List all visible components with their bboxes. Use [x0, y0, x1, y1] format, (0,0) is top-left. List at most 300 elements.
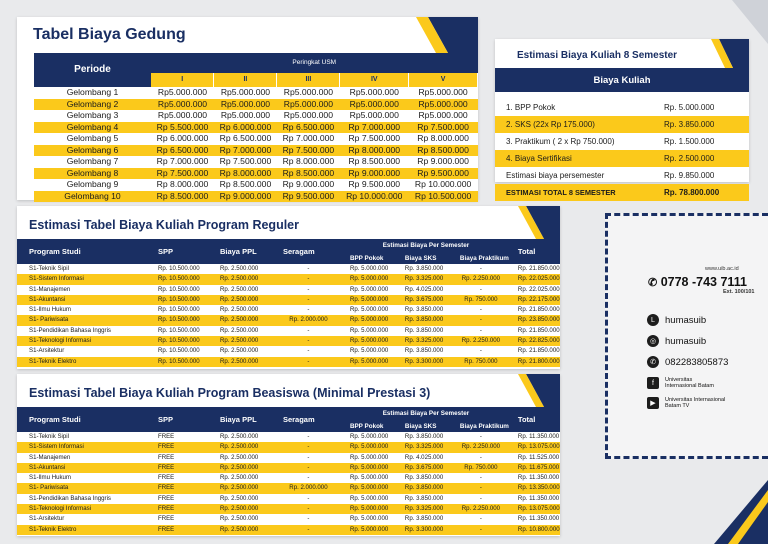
usm-rank-header: Peringkat USM — [151, 53, 478, 73]
fee-cell: Rp 10.000.000 — [414, 179, 472, 189]
fee-cell: Rp5.000.000 — [220, 110, 271, 120]
table-cell: Rp. 5.000.000 — [342, 463, 397, 473]
table-cell: Rp. 2.500.000 — [212, 336, 275, 346]
youtube-icon: ▶ — [647, 397, 659, 409]
per-semester-row — [495, 167, 749, 184]
fee-cell: Rp 10.000.000 — [340, 191, 409, 203]
table-cell: Rp. 2.500.000 — [219, 515, 259, 523]
fee-cell: Rp 8.500.000 — [219, 179, 272, 189]
table-cell: Rp. 11.350.000 — [517, 433, 560, 440]
periode-cell: Gelombang 2 — [34, 99, 151, 111]
table-cell: Rp. 3.850.000 — [397, 315, 452, 325]
table-cell: S1-Teknik Elektro — [17, 525, 150, 535]
table-cell: Rp. 5.000.000 — [349, 453, 389, 461]
building-fee-table — [34, 53, 478, 202]
table-cell: Rp. 10.500.000 — [150, 274, 212, 284]
table-cell: Rp. 3.325.000 — [397, 442, 452, 452]
table-cell: FREE — [150, 463, 212, 473]
table-cell: Rp. 22.025.000 — [517, 285, 560, 293]
table-cell: Rp. 10.500.000 — [150, 295, 212, 305]
scholarship-program-title: Estimasi Tabel Biaya Kuliah Program Beasiswa (Minimal Prestasi 3) — [29, 386, 431, 400]
table-row — [17, 336, 560, 346]
corner-decoration-bottom — [700, 480, 768, 544]
table-cell: - — [479, 515, 482, 523]
cost-item-amount: Rp. 5.000.000 — [664, 103, 715, 112]
program-header: Program Studi — [29, 247, 81, 256]
table-cell: S1-Teknik Sipil — [29, 265, 69, 272]
table-cell: - — [452, 315, 510, 325]
table-cell: S1-Teknik Elektro — [17, 357, 150, 367]
uniform-header: Seragam — [282, 415, 315, 424]
table-row — [17, 453, 560, 463]
table-cell: FREE — [150, 504, 212, 514]
table-cell: Rp. 21.800.000 — [510, 357, 560, 367]
table-cell: - — [275, 442, 342, 452]
scholarship-program-table — [17, 407, 560, 535]
table-cell: S1-Teknologi Informasi — [17, 336, 150, 346]
table-cell: Rp. 13.075.000 — [510, 442, 560, 452]
table-cell: Rp. 2.500.000 — [219, 474, 259, 482]
table-cell: Rp. 5.000.000 — [349, 285, 389, 293]
card-corner-wedge — [490, 374, 560, 407]
whatsapp-icon: ✆ — [647, 356, 659, 368]
instagram-contact[interactable]: ◎ humasuib — [647, 335, 706, 347]
table-cell: - — [479, 265, 482, 272]
table-row — [34, 145, 478, 157]
table-cell: Rp. 2.500.000 — [219, 265, 259, 272]
fee-cell: Rp5.000.000 — [418, 110, 468, 120]
facebook-contact[interactable]: f Universitas Internasional Batam — [647, 377, 715, 389]
table-cell: Rp. 2.500.000 — [212, 483, 275, 493]
fee-cell: Rp 8.500.000 — [277, 168, 340, 180]
table-row — [34, 168, 478, 180]
table-cell: Rp. 2.500.000 — [219, 306, 259, 314]
table-cell: - — [307, 515, 310, 523]
table-cell: Rp. 13.075.000 — [510, 504, 560, 514]
periode-cell: Gelombang 5 — [66, 133, 119, 143]
fee-cell: Rp 9.500.000 — [409, 168, 478, 180]
table-cell: FREE — [157, 494, 175, 502]
table-cell: Rp. 5.000.000 — [342, 357, 397, 367]
table-cell: Rp. 3.850.000 — [404, 347, 444, 355]
table-cell: Rp. 2.000.000 — [275, 315, 342, 325]
table-cell: - — [479, 326, 482, 334]
fee-cell: Rp 8.500.000 — [151, 191, 214, 203]
fee-cell: Rp 8.000.000 — [282, 156, 335, 166]
fee-cell: Rp 9.500.000 — [277, 191, 340, 203]
cost-item-row — [495, 150, 749, 167]
line-contact[interactable]: L humasuib — [647, 314, 706, 326]
youtube-contact[interactable]: ▶ Universitas Internasional Batam TV — [647, 397, 737, 409]
fee-cell: Rp5.000.000 — [349, 110, 399, 120]
table-cell: S1- Pariwisata — [17, 315, 150, 325]
table-cell: S1-Ilmu Hukum — [29, 474, 71, 482]
regular-program-table — [17, 239, 560, 367]
periode-cell: Gelombang 4 — [34, 122, 151, 134]
cost-item-label: 3. Praktikum ( 2 x Rp 750.000) — [506, 137, 615, 146]
table-cell: Rp. 4.025.000 — [404, 285, 444, 293]
table-cell: FREE — [157, 433, 175, 440]
usm-level-2: II — [214, 73, 277, 87]
table-cell: Rp. 3.850.000 — [404, 265, 444, 272]
table-row — [17, 274, 560, 284]
table-cell: Rp. 5.000.000 — [342, 504, 397, 514]
table-cell: Rp. 10.500.000 — [150, 357, 212, 367]
phone-icon: ✆ — [648, 277, 658, 289]
fee-cell: Rp5.000.000 — [349, 87, 399, 97]
fee-cell: Rp 9.500.000 — [348, 179, 401, 189]
table-row — [34, 87, 478, 99]
table-cell: Rp. 21.850.000 — [517, 265, 560, 272]
fee-cell: Rp5.000.000 — [409, 99, 478, 111]
table-row — [34, 179, 478, 191]
table-cell: - — [275, 504, 342, 514]
table-cell: - — [307, 326, 310, 334]
table-cell: Rp. 22.825.000 — [510, 336, 560, 346]
table-cell: Rp. 2.500.000 — [219, 433, 259, 440]
spp-header: SPP — [157, 247, 173, 256]
table-cell: Rp. 2.250.000 — [452, 442, 510, 452]
total-8-semester-amount: Rp. 78.800.000 — [656, 184, 749, 201]
fee-cell: Rp5.000.000 — [157, 87, 208, 97]
contact-panel — [605, 213, 768, 459]
table-cell: Rp. 5.000.000 — [342, 525, 397, 535]
table-cell: - — [275, 295, 342, 305]
cost-item-row — [495, 133, 749, 150]
building-fee-title: Tabel Biaya Gedung — [33, 26, 186, 43]
bpp-header: BPP Pokok — [349, 254, 384, 262]
fee-cell: Rp5.000.000 — [340, 99, 409, 111]
table-cell: Rp. 5.000.000 — [349, 265, 389, 272]
fee-cell: Rp 8.000.000 — [156, 179, 209, 189]
card-corner-wedge — [490, 206, 560, 239]
table-cell: Rp. 21.850.000 — [517, 326, 560, 334]
table-cell: - — [479, 347, 482, 355]
cost-item-amount: Rp. 3.850.000 — [656, 116, 749, 133]
table-cell: Rp. 2.250.000 — [452, 274, 510, 284]
table-cell: - — [307, 306, 310, 314]
table-cell: Rp. 2.500.000 — [219, 326, 259, 334]
periode-cell: Gelombang 6 — [34, 145, 151, 157]
table-cell: Rp. 10.500.000 — [157, 326, 200, 334]
usm-level-3: III — [277, 73, 340, 87]
uniform-header: Seragam — [282, 247, 315, 256]
practicum-header: Biaya Praktikum — [459, 254, 509, 262]
periode-cell: Gelombang 8 — [34, 168, 151, 180]
whatsapp-contact[interactable]: ✆ 082283805873 — [647, 356, 728, 368]
cost-item-label: 4. Biaya Sertifikasi — [495, 150, 656, 167]
table-cell: - — [452, 483, 510, 493]
per-semester-amount: Rp. 9.850.000 — [664, 171, 715, 180]
table-cell: Rp. 22.025.000 — [510, 274, 560, 284]
table-row — [17, 315, 560, 325]
table-cell: Rp. 10.500.000 — [157, 306, 200, 314]
line-icon: L — [647, 314, 659, 326]
total-header: Total — [517, 415, 536, 424]
table-cell: S1-Pendidikan Bahasa Inggris — [29, 494, 111, 502]
table-row — [17, 295, 560, 305]
fee-cell: Rp 9.000.000 — [417, 156, 469, 166]
fee-cell: Rp 9.000.000 — [340, 168, 409, 180]
phone-number[interactable]: ✆ 0778 -743 7111 — [648, 275, 747, 289]
fee-cell: Rp 6.500.000 — [219, 133, 272, 143]
fee-cell: Rp 8.000.000 — [417, 133, 469, 143]
fee-cell: Rp 6.500.000 — [277, 122, 340, 134]
table-cell: - — [307, 474, 310, 482]
table-cell: Rp. 5.000.000 — [349, 474, 389, 482]
card-corner-wedge — [368, 17, 478, 53]
table-cell: Rp. 2.250.000 — [452, 336, 510, 346]
table-row — [17, 285, 560, 295]
table-row — [17, 473, 560, 483]
table-cell: Rp. 5.000.000 — [342, 274, 397, 284]
table-row — [17, 514, 560, 524]
table-row — [34, 133, 478, 145]
card-corner-wedge — [689, 39, 749, 68]
total-8-semester-row — [495, 184, 749, 201]
table-cell: - — [275, 463, 342, 473]
table-cell: S1- Pariwisata — [17, 483, 150, 493]
table-cell: - — [275, 336, 342, 346]
table-cell: Rp. 5.000.000 — [349, 347, 389, 355]
table-cell: Rp. 2.500.000 — [219, 494, 259, 502]
fee-cell: Rp 7.500.000 — [348, 133, 401, 143]
regular-program-card — [17, 206, 560, 369]
cost-item-amount: Rp. 1.500.000 — [664, 137, 715, 146]
table-cell: - — [479, 453, 482, 461]
table-row — [17, 525, 560, 535]
table-cell: S1-Manajemen — [29, 285, 71, 293]
table-cell: Rp. 5.000.000 — [349, 306, 389, 314]
table-cell: Rp. 10.500.000 — [150, 336, 212, 346]
table-cell: S1-Pendidikan Bahasa Inggris — [29, 326, 111, 334]
table-cell: - — [307, 433, 310, 440]
fee-cell: Rp 7.000.000 — [282, 133, 335, 143]
tuition-header: Biaya Kuliah — [495, 68, 749, 92]
table-cell: S1-Sistem Informasi — [17, 274, 150, 284]
table-cell: Rp. 2.500.000 — [212, 525, 275, 535]
table-row — [17, 326, 560, 336]
table-cell: Rp. 4.025.000 — [404, 453, 444, 461]
table-cell: FREE — [157, 515, 175, 523]
table-row — [17, 346, 560, 356]
cost-item-row — [495, 99, 749, 116]
table-cell: Rp. 3.850.000 — [404, 433, 444, 440]
cost-item-label: 1. BPP Pokok — [506, 103, 556, 112]
table-cell: Rp. 3.325.000 — [397, 336, 452, 346]
table-cell: Rp. 10.500.000 — [157, 347, 200, 355]
fee-cell: Rp 9.000.000 — [282, 179, 335, 189]
facebook-icon: f — [647, 377, 659, 389]
table-cell: Rp. 3.675.000 — [397, 463, 452, 473]
cost-item-amount: Rp. 2.500.000 — [656, 150, 749, 167]
practicum-header: Biaya Praktikum — [459, 422, 509, 430]
website-text[interactable]: www.uib.ac.id — [705, 266, 739, 272]
sks-header: Biaya SKS — [404, 422, 437, 430]
table-cell: Rp. 3.850.000 — [404, 494, 444, 502]
table-cell: Rp. 10.500.000 — [150, 315, 212, 325]
table-cell: Rp. 5.000.000 — [342, 315, 397, 325]
spp-header: SPP — [157, 415, 173, 424]
table-cell: Rp. 2.250.000 — [452, 504, 510, 514]
cost-item-label: 2. SKS (22x Rp 175.000) — [495, 116, 656, 133]
table-cell: - — [307, 347, 310, 355]
table-cell: S1-Akuntansi — [17, 295, 150, 305]
fee-cell: Rp5.000.000 — [277, 99, 340, 111]
periode-cell: Gelombang 10 — [34, 191, 151, 203]
table-cell: S1-Sistem Informasi — [17, 442, 150, 452]
fee-cell: Rp 7.500.000 — [409, 122, 478, 134]
table-row — [34, 156, 478, 168]
table-cell: Rp. 22.175.000 — [510, 295, 560, 305]
fee-cell: Rp 8.000.000 — [214, 168, 277, 180]
table-cell: Rp. 750.000 — [452, 357, 510, 367]
eight-semester-estimate-card — [495, 39, 749, 197]
table-cell: Rp. 5.000.000 — [349, 494, 389, 502]
table-cell: Rp. 2.000.000 — [275, 483, 342, 493]
table-cell: Rp. 2.500.000 — [212, 315, 275, 325]
table-cell: - — [479, 306, 482, 314]
table-cell: Rp. 2.500.000 — [212, 463, 275, 473]
usm-level-1: I — [151, 73, 214, 87]
table-cell: S1-Akuntansi — [17, 463, 150, 473]
per-semester-label: Estimasi biaya persemester — [506, 171, 605, 180]
fee-cell: Rp 6.500.000 — [151, 145, 214, 157]
program-header: Program Studi — [29, 415, 81, 424]
table-cell: Rp. 5.000.000 — [342, 336, 397, 346]
building-fee-card — [17, 17, 478, 200]
table-cell: Rp. 5.000.000 — [342, 295, 397, 305]
eight-semester-title: Estimasi Biaya Kuliah 8 Semester — [517, 50, 678, 61]
table-cell: Rp. 11.525.000 — [517, 453, 560, 461]
fee-cell: Rp 7.000.000 — [340, 122, 409, 134]
table-cell: FREE — [157, 453, 175, 461]
fee-cell: Rp5.000.000 — [283, 87, 333, 97]
table-cell: - — [452, 525, 510, 535]
fee-cell: Rp5.000.000 — [151, 99, 214, 111]
fee-cell: Rp 5.500.000 — [151, 122, 214, 134]
table-cell: Rp. 10.800.000 — [510, 525, 560, 535]
fee-cell: Rp 10.500.000 — [409, 191, 478, 203]
table-cell: Rp. 5.000.000 — [349, 433, 389, 440]
table-row — [17, 264, 560, 274]
table-cell: Rp. 13.350.000 — [510, 483, 560, 493]
table-cell: FREE — [157, 474, 175, 482]
table-cell: Rp. 5.000.000 — [349, 326, 389, 334]
cost-item-row — [495, 116, 749, 133]
fee-cell: Rp5.000.000 — [214, 99, 277, 111]
table-cell: S1-Arsitektur — [29, 347, 65, 355]
table-cell: Rp. 2.500.000 — [219, 285, 259, 293]
table-cell: Rp. 2.500.000 — [212, 442, 275, 452]
table-cell: - — [479, 285, 482, 293]
total-8-semester-label: ESTIMASI TOTAL 8 SEMESTER — [495, 184, 656, 201]
fee-cell: Rp 8.500.000 — [348, 156, 401, 166]
table-row — [34, 122, 478, 134]
table-cell: - — [479, 494, 482, 502]
sks-header: Biaya SKS — [404, 254, 437, 262]
table-cell: Rp. 2.500.000 — [212, 295, 275, 305]
fee-cell: Rp5.000.000 — [283, 110, 333, 120]
fee-cell: Rp 9.000.000 — [214, 191, 277, 203]
table-cell: Rp. 5.000.000 — [342, 442, 397, 452]
fee-cell: Rp5.000.000 — [157, 110, 208, 120]
table-cell: - — [307, 265, 310, 272]
table-cell: Rp. 3.300.000 — [397, 525, 452, 535]
table-cell: Rp. 3.325.000 — [397, 504, 452, 514]
usm-level-5: V — [409, 73, 478, 87]
fee-cell: Rp 7.000.000 — [156, 156, 209, 166]
fee-cell: Rp5.000.000 — [220, 87, 271, 97]
fee-cell: Rp 7.000.000 — [214, 145, 277, 157]
table-row — [17, 357, 560, 367]
periode-cell: Gelombang 3 — [66, 110, 119, 120]
fee-cell: Rp 7.500.000 — [151, 168, 214, 180]
bpp-header: BPP Pokok — [349, 422, 384, 430]
table-cell: Rp. 21.850.000 — [517, 306, 560, 314]
total-header: Total — [517, 247, 536, 256]
table-cell: S1-Ilmu Hukum — [29, 306, 71, 314]
table-cell: - — [479, 474, 482, 482]
table-cell: Rp. 3.850.000 — [404, 515, 444, 523]
table-cell: Rp. 10.500.000 — [157, 265, 200, 272]
phone-extension: Ext. 100/101 — [723, 289, 755, 295]
table-cell: Rp. 21.850.000 — [517, 347, 560, 355]
table-cell: FREE — [150, 483, 212, 493]
fee-cell: Rp 8.500.000 — [409, 145, 478, 157]
regular-program-title: Estimasi Tabel Biaya Kuliah Program Reguler — [29, 218, 299, 232]
ppl-header: Biaya PPL — [219, 415, 257, 424]
table-cell: - — [275, 274, 342, 284]
instagram-icon: ◎ — [647, 335, 659, 347]
table-cell: Rp. 3.300.000 — [397, 357, 452, 367]
scholarship-program-card — [17, 374, 560, 536]
table-cell: Rp. 2.500.000 — [219, 453, 259, 461]
table-cell: Rp. 2.500.000 — [212, 504, 275, 514]
table-row — [17, 442, 560, 452]
table-cell: Rp. 11.350.000 — [517, 494, 560, 502]
periode-cell: Gelombang 9 — [66, 179, 119, 189]
table-cell: Rp. 11.350.000 — [517, 515, 560, 523]
table-cell: Rp. 23.850.000 — [510, 315, 560, 325]
table-cell: - — [307, 453, 310, 461]
fee-cell: Rp 6.000.000 — [214, 122, 277, 134]
fee-cell: Rp 8.000.000 — [340, 145, 409, 157]
table-cell: Rp. 2.500.000 — [212, 357, 275, 367]
fee-cell: Rp 6.000.000 — [156, 133, 209, 143]
ppl-header: Biaya PPL — [219, 247, 257, 256]
table-cell: Rp. 3.850.000 — [404, 474, 444, 482]
table-row — [34, 191, 478, 203]
table-cell: S1-Arsitektur — [29, 515, 65, 523]
fee-cell: Rp 7.500.000 — [277, 145, 340, 157]
table-cell: - — [479, 433, 482, 440]
table-cell: Rp. 5.000.000 — [342, 483, 397, 493]
table-cell: Rp. 3.850.000 — [397, 483, 452, 493]
table-row — [17, 305, 560, 315]
table-cell: S1-Teknik Sipil — [29, 433, 69, 440]
periode-cell: Gelombang 1 — [66, 87, 119, 97]
table-cell: Rp. 11.675.000 — [510, 463, 560, 473]
table-row — [17, 432, 560, 442]
usm-level-4: IV — [340, 73, 409, 87]
table-cell: Rp. 11.350.000 — [517, 474, 560, 482]
table-row — [34, 99, 478, 111]
table-row — [17, 483, 560, 493]
table-cell: - — [275, 525, 342, 535]
table-cell: Rp. 3.325.000 — [397, 274, 452, 284]
table-cell: S1-Teknologi Informasi — [17, 504, 150, 514]
